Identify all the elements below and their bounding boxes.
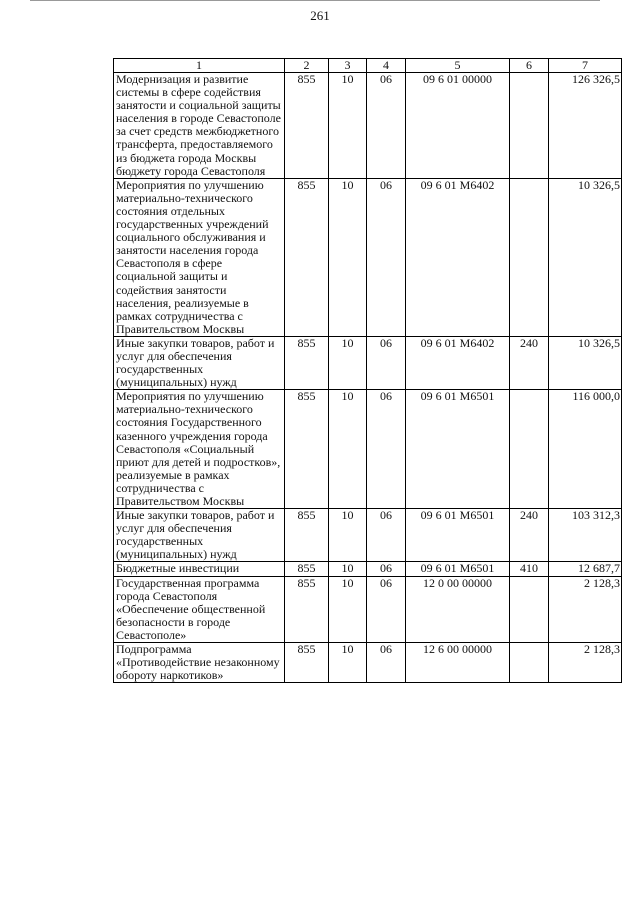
- row-section-cell: 10: [329, 562, 367, 576]
- row-amount-cell: 12 687,7: [549, 562, 622, 576]
- row-ministry-code-cell: 855: [285, 178, 329, 336]
- column-header: 5: [406, 59, 510, 73]
- row-amount-cell: 126 326,5: [549, 73, 622, 179]
- row-name-cell: Иные закупки товаров, работ и услуг для обеспечения государственных (муниципальных) нужд: [114, 336, 285, 389]
- row-ministry-code-cell: 855: [285, 509, 329, 562]
- row-ministry-code-cell: 855: [285, 73, 329, 179]
- table-row: [114, 390, 622, 509]
- row-ministry-code-cell: 855: [285, 562, 329, 576]
- row-expense-type-cell: [510, 178, 549, 336]
- table-row: [114, 643, 622, 683]
- column-header: 1: [114, 59, 285, 73]
- row-target-article-cell: 09 6 01 М6402: [406, 178, 510, 336]
- row-amount-cell: 116 000,0: [549, 390, 622, 509]
- table-header-row: [114, 59, 622, 73]
- row-target-article-cell: 09 6 01 М6501: [406, 390, 510, 509]
- table-row: [114, 336, 622, 389]
- row-amount-cell: 2 128,3: [549, 643, 622, 683]
- row-section-cell: 10: [329, 643, 367, 683]
- row-expense-type-cell: [510, 390, 549, 509]
- row-target-article-cell: 12 6 00 00000: [406, 643, 510, 683]
- table-row: [114, 73, 622, 179]
- row-amount-cell: 10 326,5: [549, 336, 622, 389]
- row-subsection-cell: 06: [367, 336, 406, 389]
- row-ministry-code-cell: 855: [285, 643, 329, 683]
- row-amount-cell: 103 312,3: [549, 509, 622, 562]
- row-name-cell: Иные закупки товаров, работ и услуг для обеспечения государственных (муниципальных) нужд: [114, 509, 285, 562]
- row-subsection-cell: 06: [367, 643, 406, 683]
- row-target-article-cell: 12 0 00 00000: [406, 576, 510, 642]
- row-section-cell: 10: [329, 336, 367, 389]
- row-name-cell: Бюджетные инвестиции: [114, 562, 285, 576]
- row-target-article-cell: 09 6 01 00000: [406, 73, 510, 179]
- row-expense-type-cell: [510, 643, 549, 683]
- column-header: 7: [549, 59, 622, 73]
- row-section-cell: 10: [329, 576, 367, 642]
- table-row: [114, 509, 622, 562]
- column-header: 2: [285, 59, 329, 73]
- row-name-cell: Государственная программа города Севастополя «Обеспечение общественной безопасности в городе Севастополе»: [114, 576, 285, 642]
- column-header: 3: [329, 59, 367, 73]
- row-subsection-cell: 06: [367, 562, 406, 576]
- row-expense-type-cell: 240: [510, 336, 549, 389]
- top-rule: [30, 0, 600, 1]
- row-expense-type-cell: 410: [510, 562, 549, 576]
- row-name-cell: Мероприятия по улучшению материально-технического состояния Государственного казенного учреждения города Севастополя «Социальный приют для детей и подростков», реализуемые в рамках сотрудничества с Правительством Москвы: [114, 390, 285, 509]
- column-header: 4: [367, 59, 406, 73]
- row-name-cell: Подпрограмма «Противодействие незаконному обороту наркотиков»: [114, 643, 285, 683]
- row-expense-type-cell: [510, 576, 549, 642]
- row-target-article-cell: 09 6 01 М6402: [406, 336, 510, 389]
- table-row: [114, 178, 622, 336]
- row-expense-type-cell: 240: [510, 509, 549, 562]
- row-subsection-cell: 06: [367, 390, 406, 509]
- row-section-cell: 10: [329, 73, 367, 179]
- row-subsection-cell: 06: [367, 509, 406, 562]
- row-subsection-cell: 06: [367, 576, 406, 642]
- row-amount-cell: 2 128,3: [549, 576, 622, 642]
- row-subsection-cell: 06: [367, 73, 406, 179]
- table-row: [114, 562, 622, 576]
- budget-table: [113, 58, 622, 683]
- row-ministry-code-cell: 855: [285, 336, 329, 389]
- row-amount-cell: 10 326,5: [549, 178, 622, 336]
- table-row: [114, 576, 622, 642]
- row-target-article-cell: 09 6 01 М6501: [406, 509, 510, 562]
- row-ministry-code-cell: 855: [285, 576, 329, 642]
- row-subsection-cell: 06: [367, 178, 406, 336]
- row-name-cell: Мероприятия по улучшению материально-технического состояния отдельных государственных учреждений социального обслуживания и занятости населения города Севастополя в сфере социальной защиты и содействия занятости населения, реализуемые в рамках сотрудничества с Правительством Москвы: [114, 178, 285, 336]
- row-expense-type-cell: [510, 73, 549, 179]
- row-section-cell: 10: [329, 178, 367, 336]
- column-header: 6: [510, 59, 549, 73]
- row-ministry-code-cell: 855: [285, 390, 329, 509]
- row-section-cell: 10: [329, 509, 367, 562]
- row-target-article-cell: 09 6 01 М6501: [406, 562, 510, 576]
- row-name-cell: Модернизация и развитие системы в сфере содействия занятости и социальной защиты населения в городе Севастополе за счет средств межбюджетного трансферта, предоставляемого из бюджета города Москвы бюджету города Севастополя: [114, 73, 285, 179]
- page-number: 261: [310, 8, 330, 23]
- row-section-cell: 10: [329, 390, 367, 509]
